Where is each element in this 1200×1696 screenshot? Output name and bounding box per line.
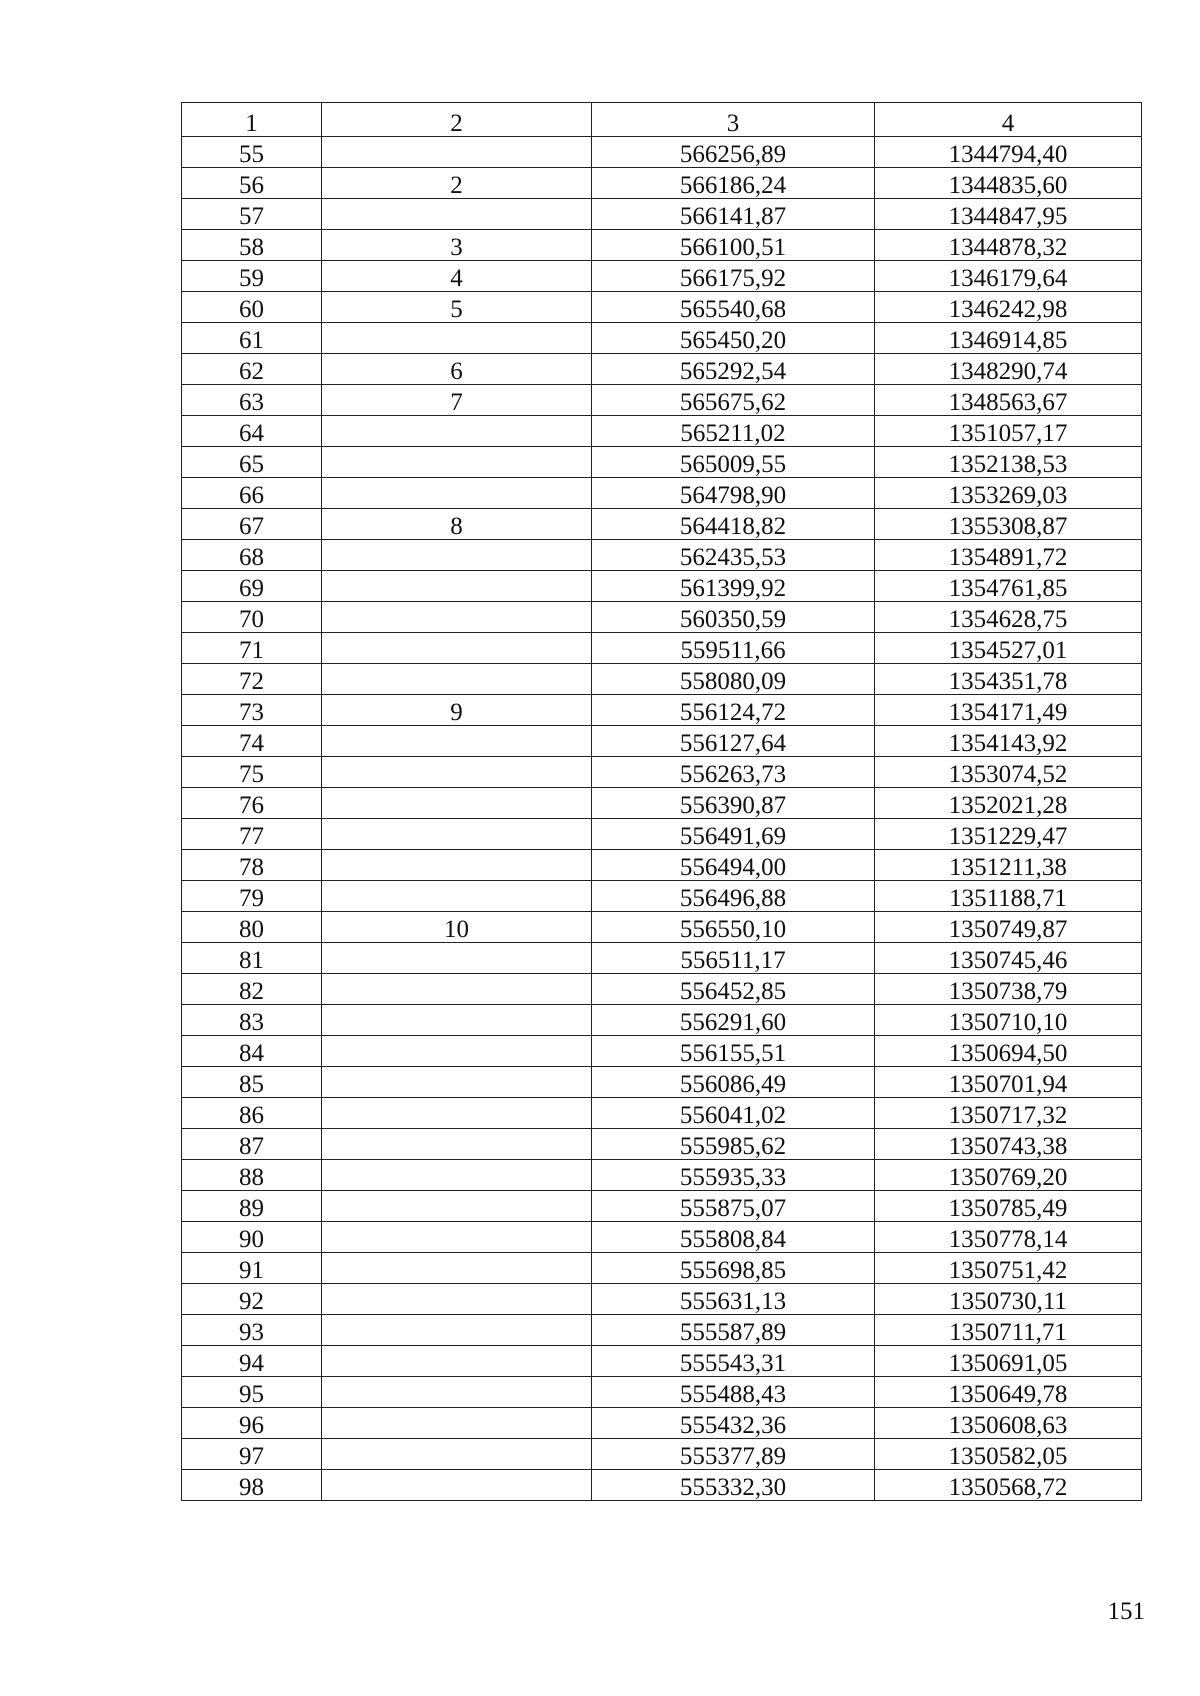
x-coordinate-cell: 555543,31	[592, 1346, 875, 1377]
point-number-cell: 90	[182, 1222, 322, 1253]
table-row	[182, 571, 1142, 602]
section-cell	[322, 447, 592, 478]
table-row	[182, 881, 1142, 912]
y-coordinate-cell: 1354351,78	[875, 664, 1142, 695]
point-number-cell: 88	[182, 1160, 322, 1191]
x-coordinate-cell: 556155,51	[592, 1036, 875, 1067]
section-cell: 4	[322, 261, 592, 292]
x-coordinate-cell: 564418,82	[592, 509, 875, 540]
table-row	[182, 974, 1142, 1005]
section-cell	[322, 416, 592, 447]
x-coordinate-cell: 556041,02	[592, 1098, 875, 1129]
x-coordinate-cell: 565211,02	[592, 416, 875, 447]
section-cell	[322, 664, 592, 695]
y-coordinate-cell: 1350745,46	[875, 943, 1142, 974]
table-row	[182, 385, 1142, 416]
table-row	[182, 540, 1142, 571]
point-number-cell: 57	[182, 199, 322, 230]
point-number-cell: 73	[182, 695, 322, 726]
y-coordinate-cell: 1348290,74	[875, 354, 1142, 385]
point-number-cell: 75	[182, 757, 322, 788]
table-row	[182, 199, 1142, 230]
x-coordinate-cell: 558080,09	[592, 664, 875, 695]
y-coordinate-cell: 1350582,05	[875, 1439, 1142, 1470]
y-coordinate-cell: 1350691,05	[875, 1346, 1142, 1377]
column-header-4: 4	[875, 103, 1142, 137]
table-row	[182, 354, 1142, 385]
x-coordinate-cell: 556086,49	[592, 1067, 875, 1098]
y-coordinate-cell: 1353074,52	[875, 757, 1142, 788]
point-number-cell: 93	[182, 1315, 322, 1346]
table-row	[182, 261, 1142, 292]
table-row	[182, 1253, 1142, 1284]
x-coordinate-cell: 565675,62	[592, 385, 875, 416]
section-cell	[322, 1408, 592, 1439]
coordinates-table	[181, 102, 1142, 1501]
x-coordinate-cell: 555432,36	[592, 1408, 875, 1439]
point-number-cell: 69	[182, 571, 322, 602]
section-cell	[322, 819, 592, 850]
point-number-cell: 86	[182, 1098, 322, 1129]
table-row	[182, 726, 1142, 757]
point-number-cell: 56	[182, 168, 322, 199]
table-row	[182, 695, 1142, 726]
section-cell	[322, 199, 592, 230]
point-number-cell: 85	[182, 1067, 322, 1098]
column-header-1: 1	[182, 103, 322, 137]
section-cell	[322, 1346, 592, 1377]
table-row	[182, 416, 1142, 447]
y-coordinate-cell: 1352138,53	[875, 447, 1142, 478]
point-number-cell: 82	[182, 974, 322, 1005]
section-cell	[322, 1253, 592, 1284]
table-row	[182, 323, 1142, 354]
section-cell: 2	[322, 168, 592, 199]
y-coordinate-cell: 1350730,11	[875, 1284, 1142, 1315]
section-cell	[322, 602, 592, 633]
table-row	[182, 230, 1142, 261]
table-row	[182, 1098, 1142, 1129]
section-cell	[322, 1005, 592, 1036]
section-cell	[322, 726, 592, 757]
section-cell	[322, 571, 592, 602]
y-coordinate-cell: 1346914,85	[875, 323, 1142, 354]
table-row	[182, 137, 1142, 168]
section-cell	[322, 478, 592, 509]
y-coordinate-cell: 1344878,32	[875, 230, 1142, 261]
point-number-cell: 77	[182, 819, 322, 850]
table-row	[182, 1377, 1142, 1408]
table-row	[182, 1470, 1142, 1501]
x-coordinate-cell: 559511,66	[592, 633, 875, 664]
x-coordinate-cell: 556390,87	[592, 788, 875, 819]
table-row	[182, 1160, 1142, 1191]
point-number-cell: 59	[182, 261, 322, 292]
section-cell	[322, 1160, 592, 1191]
table-row	[182, 1222, 1142, 1253]
y-coordinate-cell: 1350778,14	[875, 1222, 1142, 1253]
point-number-cell: 65	[182, 447, 322, 478]
y-coordinate-cell: 1344847,95	[875, 199, 1142, 230]
section-cell: 8	[322, 509, 592, 540]
y-coordinate-cell: 1351229,47	[875, 819, 1142, 850]
x-coordinate-cell: 561399,92	[592, 571, 875, 602]
y-coordinate-cell: 1354761,85	[875, 571, 1142, 602]
table-row	[182, 633, 1142, 664]
section-cell: 6	[322, 354, 592, 385]
y-coordinate-cell: 1350711,71	[875, 1315, 1142, 1346]
point-number-cell: 84	[182, 1036, 322, 1067]
table-row	[182, 1439, 1142, 1470]
table-row	[182, 1129, 1142, 1160]
x-coordinate-cell: 555332,30	[592, 1470, 875, 1501]
y-coordinate-cell: 1350608,63	[875, 1408, 1142, 1439]
section-cell	[322, 850, 592, 881]
section-cell	[322, 1284, 592, 1315]
table-body	[182, 137, 1142, 1501]
x-coordinate-cell: 555587,89	[592, 1315, 875, 1346]
point-number-cell: 66	[182, 478, 322, 509]
y-coordinate-cell: 1350717,32	[875, 1098, 1142, 1129]
x-coordinate-cell: 555698,85	[592, 1253, 875, 1284]
point-number-cell: 62	[182, 354, 322, 385]
section-cell	[322, 1129, 592, 1160]
table-row	[182, 1191, 1142, 1222]
x-coordinate-cell: 555985,62	[592, 1129, 875, 1160]
y-coordinate-cell: 1352021,28	[875, 788, 1142, 819]
table-row	[182, 292, 1142, 323]
point-number-cell: 58	[182, 230, 322, 261]
point-number-cell: 78	[182, 850, 322, 881]
x-coordinate-cell: 556511,17	[592, 943, 875, 974]
x-coordinate-cell: 562435,53	[592, 540, 875, 571]
y-coordinate-cell: 1350743,38	[875, 1129, 1142, 1160]
point-number-cell: 67	[182, 509, 322, 540]
table-row	[182, 1346, 1142, 1377]
x-coordinate-cell: 556494,00	[592, 850, 875, 881]
y-coordinate-cell: 1354527,01	[875, 633, 1142, 664]
section-cell	[322, 1067, 592, 1098]
point-number-cell: 94	[182, 1346, 322, 1377]
table-row	[182, 788, 1142, 819]
section-cell	[322, 788, 592, 819]
point-number-cell: 76	[182, 788, 322, 819]
x-coordinate-cell: 556124,72	[592, 695, 875, 726]
y-coordinate-cell: 1350694,50	[875, 1036, 1142, 1067]
y-coordinate-cell: 1354628,75	[875, 602, 1142, 633]
section-cell	[322, 1191, 592, 1222]
y-coordinate-cell: 1350785,49	[875, 1191, 1142, 1222]
x-coordinate-cell: 556496,88	[592, 881, 875, 912]
y-coordinate-cell: 1350649,78	[875, 1377, 1142, 1408]
x-coordinate-cell: 556550,10	[592, 912, 875, 943]
point-number-cell: 68	[182, 540, 322, 571]
section-cell: 10	[322, 912, 592, 943]
y-coordinate-cell: 1354171,49	[875, 695, 1142, 726]
point-number-cell: 61	[182, 323, 322, 354]
section-cell: 3	[322, 230, 592, 261]
point-number-cell: 83	[182, 1005, 322, 1036]
x-coordinate-cell: 556127,64	[592, 726, 875, 757]
section-cell: 5	[322, 292, 592, 323]
x-coordinate-cell: 565450,20	[592, 323, 875, 354]
y-coordinate-cell: 1351211,38	[875, 850, 1142, 881]
x-coordinate-cell: 566141,87	[592, 199, 875, 230]
table-header-row	[182, 103, 1142, 137]
x-coordinate-cell: 566186,24	[592, 168, 875, 199]
table-row	[182, 1005, 1142, 1036]
section-cell	[322, 1315, 592, 1346]
table-row	[182, 664, 1142, 695]
point-number-cell: 70	[182, 602, 322, 633]
section-cell	[322, 323, 592, 354]
x-coordinate-cell: 564798,90	[592, 478, 875, 509]
section-cell	[322, 1439, 592, 1470]
y-coordinate-cell: 1350710,10	[875, 1005, 1142, 1036]
point-number-cell: 71	[182, 633, 322, 664]
section-cell	[322, 1222, 592, 1253]
x-coordinate-cell: 556452,85	[592, 974, 875, 1005]
y-coordinate-cell: 1350751,42	[875, 1253, 1142, 1284]
y-coordinate-cell: 1354143,92	[875, 726, 1142, 757]
x-coordinate-cell: 565540,68	[592, 292, 875, 323]
table-row	[182, 757, 1142, 788]
point-number-cell: 55	[182, 137, 322, 168]
section-cell	[322, 1470, 592, 1501]
x-coordinate-cell: 555935,33	[592, 1160, 875, 1191]
section-cell	[322, 881, 592, 912]
y-coordinate-cell: 1350769,20	[875, 1160, 1142, 1191]
table-row	[182, 478, 1142, 509]
point-number-cell: 64	[182, 416, 322, 447]
table-row	[182, 1067, 1142, 1098]
point-number-cell: 72	[182, 664, 322, 695]
x-coordinate-cell: 555377,89	[592, 1439, 875, 1470]
point-number-cell: 87	[182, 1129, 322, 1160]
x-coordinate-cell: 556291,60	[592, 1005, 875, 1036]
point-number-cell: 63	[182, 385, 322, 416]
y-coordinate-cell: 1354891,72	[875, 540, 1142, 571]
y-coordinate-cell: 1350738,79	[875, 974, 1142, 1005]
table-row	[182, 850, 1142, 881]
y-coordinate-cell: 1350568,72	[875, 1470, 1142, 1501]
x-coordinate-cell: 555875,07	[592, 1191, 875, 1222]
page-number: 151	[1107, 1598, 1145, 1625]
x-coordinate-cell: 566256,89	[592, 137, 875, 168]
section-cell	[322, 974, 592, 1005]
y-coordinate-cell: 1344794,40	[875, 137, 1142, 168]
x-coordinate-cell: 565292,54	[592, 354, 875, 385]
point-number-cell: 91	[182, 1253, 322, 1284]
point-number-cell: 96	[182, 1408, 322, 1439]
y-coordinate-cell: 1351057,17	[875, 416, 1142, 447]
table-row	[182, 1284, 1142, 1315]
table-row	[182, 1315, 1142, 1346]
point-number-cell: 81	[182, 943, 322, 974]
section-cell	[322, 1098, 592, 1129]
column-header-2: 2	[322, 103, 592, 137]
point-number-cell: 92	[182, 1284, 322, 1315]
y-coordinate-cell: 1346179,64	[875, 261, 1142, 292]
table-row	[182, 509, 1142, 540]
point-number-cell: 97	[182, 1439, 322, 1470]
y-coordinate-cell: 1344835,60	[875, 168, 1142, 199]
table-row	[182, 447, 1142, 478]
x-coordinate-cell: 555488,43	[592, 1377, 875, 1408]
y-coordinate-cell: 1348563,67	[875, 385, 1142, 416]
x-coordinate-cell: 556263,73	[592, 757, 875, 788]
section-cell	[322, 540, 592, 571]
point-number-cell: 79	[182, 881, 322, 912]
y-coordinate-cell: 1351188,71	[875, 881, 1142, 912]
point-number-cell: 98	[182, 1470, 322, 1501]
x-coordinate-cell: 556491,69	[592, 819, 875, 850]
x-coordinate-cell: 555808,84	[592, 1222, 875, 1253]
x-coordinate-cell: 560350,59	[592, 602, 875, 633]
section-cell	[322, 943, 592, 974]
table-row	[182, 943, 1142, 974]
section-cell	[322, 757, 592, 788]
table-row	[182, 602, 1142, 633]
x-coordinate-cell: 566100,51	[592, 230, 875, 261]
x-coordinate-cell: 555631,13	[592, 1284, 875, 1315]
y-coordinate-cell: 1355308,87	[875, 509, 1142, 540]
point-number-cell: 89	[182, 1191, 322, 1222]
section-cell	[322, 1377, 592, 1408]
point-number-cell: 60	[182, 292, 322, 323]
point-number-cell: 95	[182, 1377, 322, 1408]
table-row	[182, 1408, 1142, 1439]
table-row	[182, 912, 1142, 943]
point-number-cell: 74	[182, 726, 322, 757]
column-header-3: 3	[592, 103, 875, 137]
table-row	[182, 819, 1142, 850]
point-number-cell: 80	[182, 912, 322, 943]
section-cell	[322, 137, 592, 168]
y-coordinate-cell: 1346242,98	[875, 292, 1142, 323]
table-row	[182, 168, 1142, 199]
x-coordinate-cell: 566175,92	[592, 261, 875, 292]
section-cell: 7	[322, 385, 592, 416]
x-coordinate-cell: 565009,55	[592, 447, 875, 478]
y-coordinate-cell: 1350701,94	[875, 1067, 1142, 1098]
y-coordinate-cell: 1350749,87	[875, 912, 1142, 943]
section-cell: 9	[322, 695, 592, 726]
y-coordinate-cell: 1353269,03	[875, 478, 1142, 509]
table-row	[182, 1036, 1142, 1067]
section-cell	[322, 1036, 592, 1067]
section-cell	[322, 633, 592, 664]
